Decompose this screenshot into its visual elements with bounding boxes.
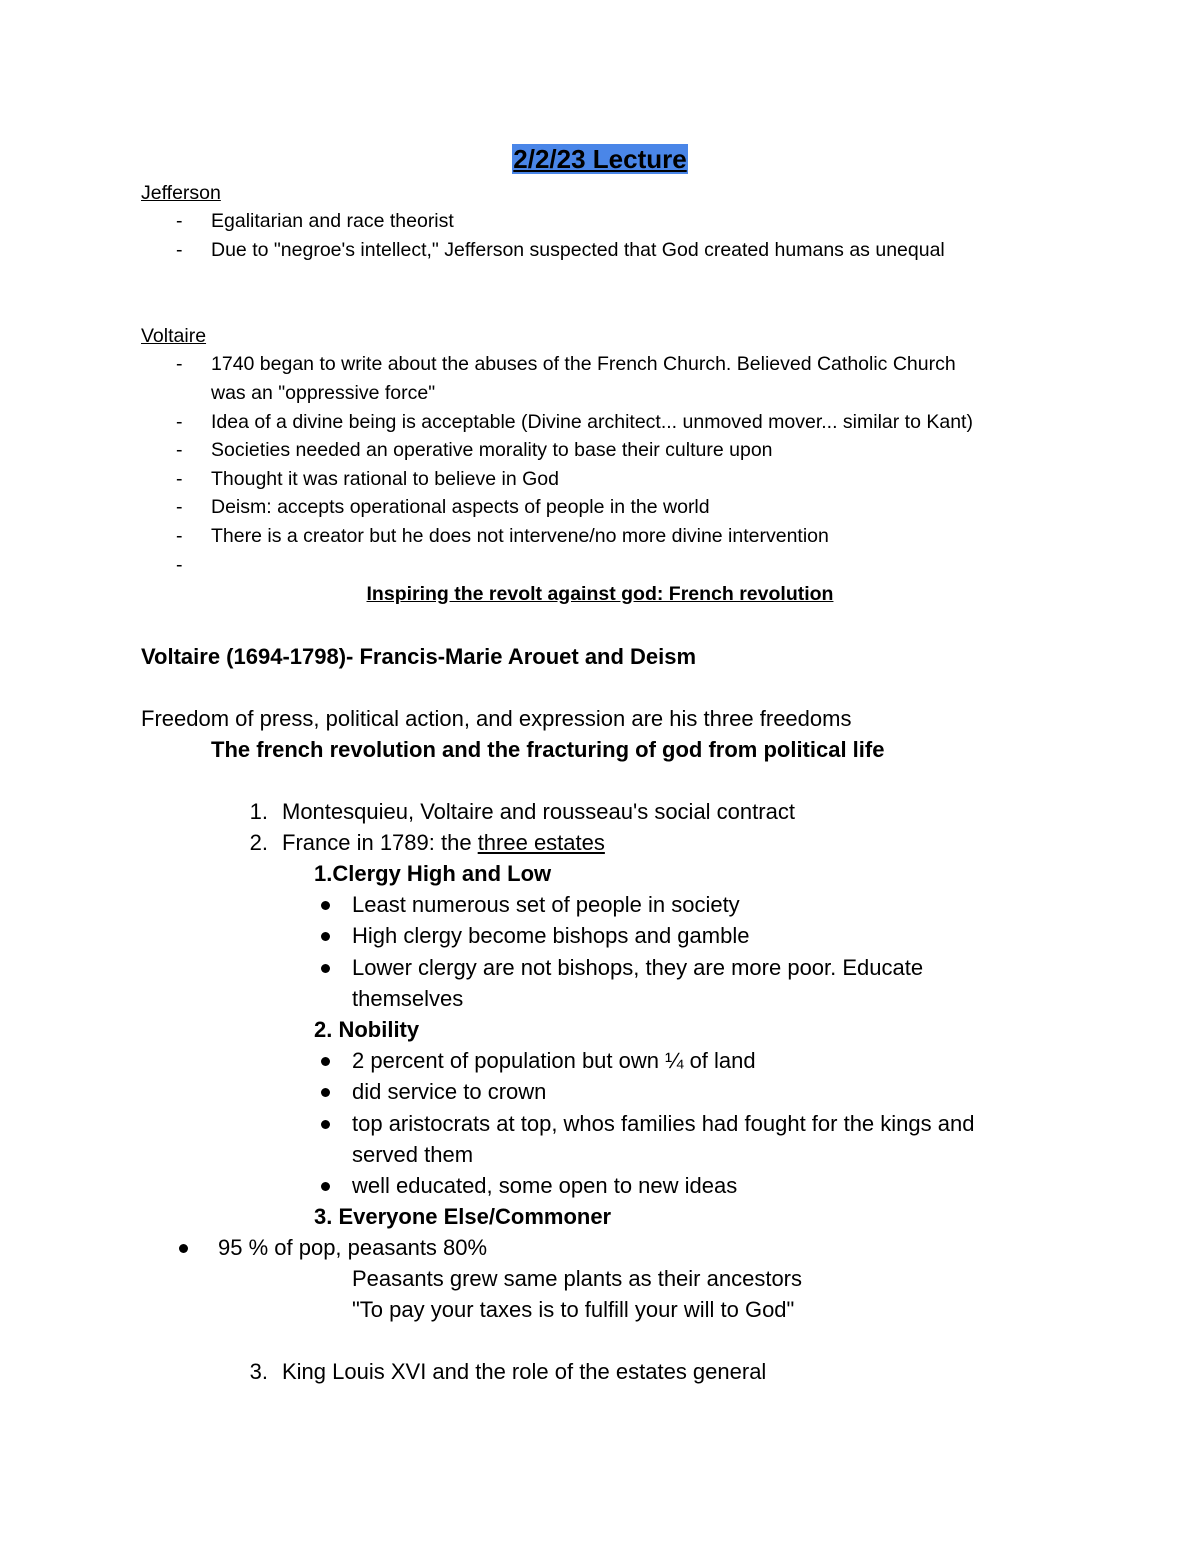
bullet-item-continued: served them (352, 1142, 474, 1167)
bullet-dot (179, 1244, 188, 1253)
freedoms-text: Freedom of press, political action, and expression are his three freedoms (141, 706, 852, 731)
commoner-note: Peasants grew same plants as their ancestors (352, 1266, 803, 1291)
bullet-dot (321, 1088, 330, 1097)
dash-marker: - (176, 496, 183, 518)
revolution-subheading: The french revolution and the fracturing of god from political life (211, 737, 885, 762)
bullet-dot (321, 1120, 330, 1129)
dash-marker: - (176, 439, 183, 461)
empty-dash-item: - (176, 554, 183, 576)
bullet-dot (321, 1057, 330, 1066)
list-number: 3. (249, 1359, 268, 1384)
dash-marker: - (176, 353, 183, 375)
nobility-heading: 2. Nobility (314, 1017, 420, 1042)
voltaire-bio-heading: Voltaire (1694-1798)- Francis-Marie Arouet and Deism (141, 644, 697, 669)
dash-marker: - (176, 411, 183, 433)
bullet-dot (321, 932, 330, 941)
voltaire-heading: Voltaire (141, 325, 207, 347)
dash-marker: - (176, 210, 183, 232)
dash-marker: - (176, 468, 183, 490)
bullet-dot (321, 1182, 330, 1191)
bullet-item-continued: themselves (352, 986, 464, 1011)
commoner-heading: 3. Everyone Else/Commoner (314, 1204, 612, 1229)
clergy-heading: 1.Clergy High and Low (314, 861, 552, 886)
voltaire-item-continued: was an "oppressive force" (211, 382, 436, 404)
list-number: 1. (249, 799, 268, 824)
commoner-quote: "To pay your taxes is to fulfill your will to God" (352, 1297, 795, 1322)
section-heading: Inspiring the revolt against god: French revolution (366, 583, 834, 605)
three-estates-link: three estates (477, 830, 605, 855)
dash-marker: - (176, 239, 183, 261)
bullet-dot (321, 901, 330, 910)
dash-marker: - (176, 525, 183, 547)
list-number: 2. (249, 830, 268, 855)
jefferson-heading: Jefferson (141, 182, 221, 204)
bullet-dot (321, 964, 330, 973)
page-title: 2/2/23 Lecture (513, 144, 687, 174)
